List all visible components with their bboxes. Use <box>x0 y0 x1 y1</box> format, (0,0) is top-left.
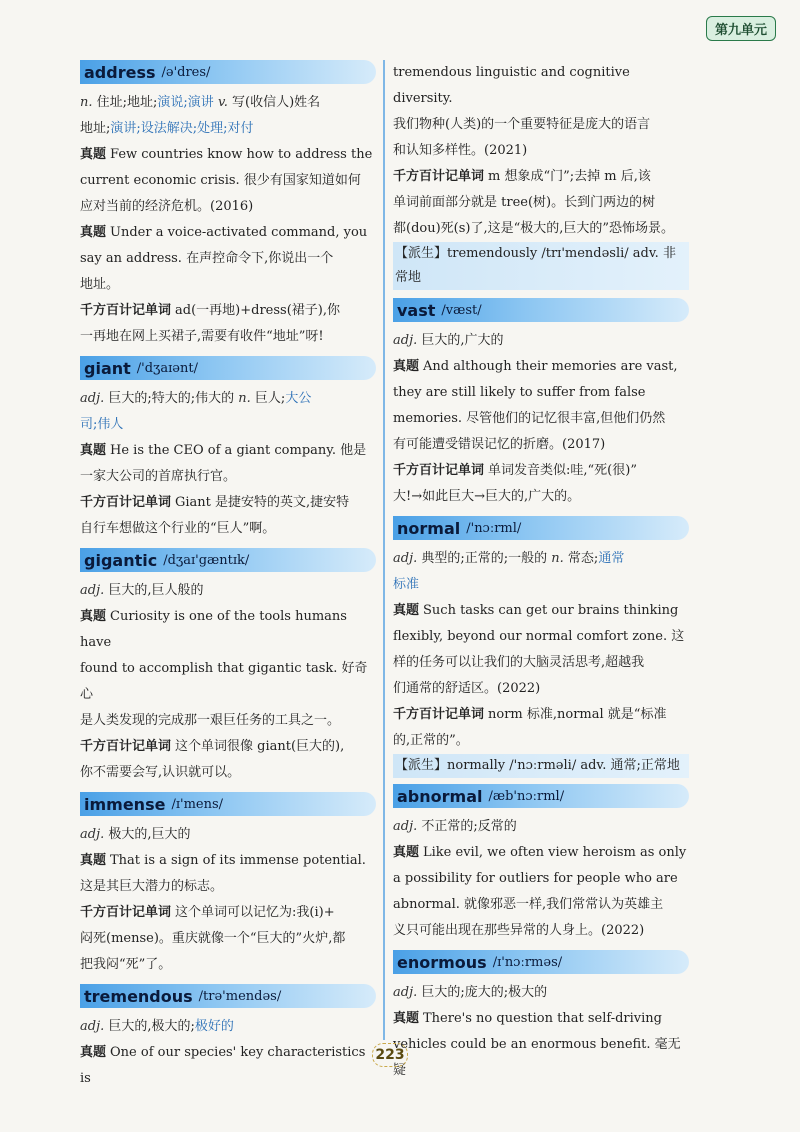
section-label: 真题 <box>80 609 107 624</box>
example-line <box>80 708 376 734</box>
line-text: vehicles could be an enormous benefit. 毫无疑 <box>393 1037 681 1078</box>
memory-tip-line <box>80 516 376 542</box>
right-top-continuation <box>393 60 689 242</box>
phonetic: /ɪ'mens/ <box>171 796 224 812</box>
phonetic: /trə'mendəs/ <box>198 988 282 1004</box>
headword: enormous <box>397 952 487 972</box>
example-line <box>80 168 376 194</box>
memory-tip-line <box>80 324 376 350</box>
memory-tip-line <box>80 298 376 324</box>
vocab-entry <box>80 60 376 350</box>
definition-line <box>393 980 689 1006</box>
headword: vast <box>397 300 436 320</box>
vocab-entry <box>393 950 689 1084</box>
section-label: 千方百计记单词 <box>393 463 485 478</box>
line-text: 应对当前的经济危机。(2016) <box>80 199 254 214</box>
line-text: 单词前面部分就是 tree(树)。长到门两边的树 <box>393 195 656 210</box>
line-text: 把我闷“死”了。 <box>80 957 172 972</box>
section-label: 真题 <box>393 603 420 618</box>
memory-tip-line <box>393 458 689 484</box>
line-text: 一家大公司的首席执行官。 <box>80 469 237 484</box>
part-of-speech: n. <box>551 551 568 566</box>
line-text: 这个单词很像 giant(巨大的), <box>175 739 345 754</box>
memory-tip-line <box>393 164 689 190</box>
example-line <box>80 194 376 220</box>
line-text: 写(收信人)姓名 <box>232 95 321 110</box>
page-number: 223 <box>372 1043 408 1067</box>
extended-meaning: 司;伟人 <box>80 417 124 432</box>
column-divider <box>383 60 385 1040</box>
example-line <box>393 650 689 676</box>
definition-line <box>80 116 376 142</box>
example-line <box>393 840 689 866</box>
word-header <box>393 298 689 322</box>
example-line <box>80 1040 376 1092</box>
part-of-speech: adj. <box>393 551 422 566</box>
line-text: abnormal. 就像邪恶一样,我们常常认为英雄主 <box>393 897 664 912</box>
word-header <box>393 950 689 974</box>
line-text: norm 标准,normal 就是“标准 <box>488 707 667 722</box>
phonetic: /æb'nɔːrml/ <box>488 788 565 804</box>
line-text: Under a voice-activated command, you <box>110 225 368 240</box>
part-of-speech: adj. <box>393 333 422 348</box>
line-text: 地址。 <box>80 277 120 292</box>
example-line <box>80 246 376 272</box>
definition-line <box>393 328 689 354</box>
definition-line <box>80 386 376 412</box>
memory-tip-line <box>80 952 376 978</box>
line-text: m 想象成“门”;去掉 m 后,该 <box>488 169 651 184</box>
section-label: 千方百计记单词 <box>393 707 485 722</box>
right-column <box>393 60 689 1090</box>
line-text: There's no question that self-driving <box>423 1011 662 1026</box>
part-of-speech: adj. <box>80 583 109 598</box>
line-text: 巨大的,巨人般的 <box>108 583 204 598</box>
extended-meaning: 演讲;设法解决;处理;对付 <box>110 121 254 136</box>
example-line <box>393 60 689 112</box>
headword: gigantic <box>84 550 158 570</box>
example-line <box>393 892 689 918</box>
headword: giant <box>84 358 131 378</box>
section-label: 真题 <box>80 225 107 240</box>
line-text: 巨大的,极大的; <box>108 1019 195 1034</box>
section-label: 真题 <box>393 845 420 860</box>
line-text: ad(一再地)+dress(裙子),你 <box>175 303 340 318</box>
memory-tip-line <box>80 900 376 926</box>
definition-line <box>80 822 376 848</box>
word-header <box>393 516 689 540</box>
line-text: a possibility for outliers for people who are <box>393 871 678 886</box>
example-line <box>393 1006 689 1032</box>
line-text: 你不需要会写,认识就可以。 <box>80 765 241 780</box>
example-line <box>393 918 689 944</box>
line-text: 巨大的;特大的;伟大的 <box>108 391 239 406</box>
example-line <box>80 464 376 490</box>
line-text: 巨大的;庞大的;极大的 <box>421 985 548 1000</box>
extended-meaning: 大公 <box>285 391 312 406</box>
definition-line <box>80 578 376 604</box>
word-header <box>80 984 376 1008</box>
line-text: 义只可能出现在那些异常的人身上。(2022) <box>393 923 645 938</box>
definition-line <box>393 572 689 598</box>
memory-tip-line <box>393 702 689 728</box>
memory-tip-line <box>80 490 376 516</box>
line-text: 常态; <box>567 551 599 566</box>
section-label: 真题 <box>80 147 107 162</box>
memory-tip-line <box>80 760 376 786</box>
extended-meaning: 演说;演讲 <box>157 95 214 110</box>
vocab-entry <box>393 784 689 944</box>
phonetic: /ɪ'nɔːrməs/ <box>492 954 563 970</box>
headword: tremendous <box>84 986 193 1006</box>
part-of-speech: adj. <box>393 819 422 834</box>
derivative-line <box>393 754 689 778</box>
section-label: 真题 <box>80 443 107 458</box>
example-line <box>80 438 376 464</box>
line-text: 和认知多样性。(2021) <box>393 143 528 158</box>
word-header <box>80 548 376 572</box>
example-line <box>80 848 376 874</box>
line-text: 住址;地址; <box>96 95 158 110</box>
line-text: 典型的;正常的;一般的 <box>421 551 552 566</box>
example-line <box>393 676 689 702</box>
example-line <box>393 866 689 892</box>
section-label: 千方百计记单词 <box>80 495 172 510</box>
phonetic: /'nɔːrml/ <box>466 520 522 536</box>
section-label: 真题 <box>393 359 420 374</box>
example-line <box>80 272 376 298</box>
headword: immense <box>84 794 166 814</box>
left-column <box>80 60 376 1098</box>
vocab-entry <box>80 356 376 542</box>
line-text: 一再地在网上买裙子,需要有收件“地址”呀! <box>80 329 324 344</box>
extended-meaning: 标准 <box>393 577 420 592</box>
memory-tip-line <box>393 190 689 216</box>
word-header <box>80 60 376 84</box>
line-text: 闷死(mense)。重庆就像一个“巨大的”火炉,都 <box>80 931 346 946</box>
line-text: 我们物种(人类)的一个重要特征是庞大的语言 <box>393 117 651 132</box>
line-text: 【派生】normally /'nɔːrməli/ adv. 通常;正常地 <box>395 758 680 773</box>
example-line <box>393 112 689 138</box>
word-header <box>393 784 689 808</box>
vocab-entry <box>393 298 689 510</box>
derivative-note: 【派生】tremendously /trɪ'mendəsli/ adv. 非 常地 <box>393 242 689 290</box>
vocab-entry <box>393 516 689 778</box>
part-of-speech: adj. <box>393 985 422 1000</box>
line-text: 的,正常的”。 <box>393 733 469 748</box>
headword: normal <box>397 518 461 538</box>
memory-tip-line <box>80 926 376 952</box>
example-line <box>393 138 689 164</box>
part-of-speech: adj. <box>80 391 109 406</box>
example-line <box>393 1032 689 1084</box>
vocab-entry <box>80 984 376 1092</box>
line-text: Curiosity is one of the tools humans have <box>80 609 347 650</box>
line-text: current economic crisis. 很少有国家知道如何 <box>80 173 361 188</box>
part-of-speech: v. <box>217 95 233 110</box>
line-text: He is the CEO of a giant company. 他是 <box>110 443 367 458</box>
line-text: tremendous linguistic and cognitive diversity. <box>393 65 630 106</box>
section-label: 千方百计记单词 <box>80 739 172 754</box>
extended-meaning: 通常 <box>598 551 625 566</box>
memory-tip-line <box>393 728 689 754</box>
word-header <box>80 792 376 816</box>
line-text: 这个单词可以记忆为:我(i)+ <box>175 905 335 920</box>
headword: address <box>84 62 156 82</box>
example-line <box>393 598 689 624</box>
extended-meaning: 极好的 <box>194 1019 234 1034</box>
line-text: 极大的,巨大的 <box>108 827 191 842</box>
memory-tip-line <box>80 734 376 760</box>
line-text: 巨大的,广大的 <box>421 333 504 348</box>
phonetic: /'dʒaɪənt/ <box>136 360 198 376</box>
line-text: And although their memories are vast, <box>423 359 678 374</box>
part-of-speech: adj. <box>80 827 109 842</box>
example-line <box>393 624 689 650</box>
definition-line <box>393 814 689 840</box>
definition-line <box>80 1014 376 1040</box>
line-text: Few countries know how to address the <box>110 147 373 162</box>
line-text: 自行车想做这个行业的“巨人”啊。 <box>80 521 276 536</box>
part-of-speech: n. <box>80 95 97 110</box>
line-text: 不正常的;反常的 <box>421 819 517 834</box>
definition-line <box>393 546 689 572</box>
section-label: 真题 <box>393 1011 420 1026</box>
example-line <box>393 354 689 380</box>
line-text: 是人类发现的完成那一艰巨任务的工具之一。 <box>80 713 341 728</box>
line-text: Giant 是捷安特的英文,捷安特 <box>175 495 350 510</box>
line-text: 们通常的舒适区。(2022) <box>393 681 541 696</box>
line-text: 大!→如此巨大→巨大的,广大的。 <box>393 489 581 504</box>
example-line <box>393 432 689 458</box>
line-text: Such tasks can get our brains thinking <box>423 603 679 618</box>
unit-tab: 第九单元 <box>706 16 776 41</box>
example-line <box>80 142 376 168</box>
line-text: 这是其巨大潜力的标志。 <box>80 879 224 894</box>
line-text: 单词发音类似:哇,“死(很)” <box>488 463 637 478</box>
phonetic: /dʒaɪ'gæntɪk/ <box>163 552 250 568</box>
example-line <box>80 874 376 900</box>
part-of-speech: adj. <box>80 1019 109 1034</box>
definition-line <box>80 90 376 116</box>
line-text: say an address. 在声控命令下,你说出一个 <box>80 251 334 266</box>
section-label: 千方百计记单词 <box>80 905 172 920</box>
memory-tip-line <box>393 216 689 242</box>
example-line <box>393 380 689 406</box>
line-text: That is a sign of its immense potential. <box>110 853 366 868</box>
part-of-speech: n. <box>238 391 255 406</box>
line-text: found to accomplish that gigantic task. 好奇心 <box>80 661 368 702</box>
line-text: 有可能遭受错误记忆的折磨。(2017) <box>393 437 606 452</box>
line-text: 都(dou)死(s)了,这是“极大的,巨大的”恐怖场景。 <box>393 221 675 236</box>
memory-tip-line <box>393 484 689 510</box>
vocab-entry <box>80 792 376 978</box>
section-label: 真题 <box>80 853 107 868</box>
example-line <box>393 406 689 432</box>
phonetic: /ə'dres/ <box>161 64 211 80</box>
section-label: 千方百计记单词 <box>80 303 172 318</box>
definition-line <box>80 412 376 438</box>
line-text: they are still likely to suffer from false <box>393 385 646 400</box>
line-text: 地址; <box>80 121 111 136</box>
example-line <box>80 656 376 708</box>
line-text: flexibly, beyond our normal comfort zone. 这 <box>393 629 685 644</box>
vocab-entry <box>80 548 376 786</box>
phonetic: /væst/ <box>441 302 482 318</box>
word-header <box>80 356 376 380</box>
line-text: memories. 尽管他们的记忆很丰富,但他们仍然 <box>393 411 666 426</box>
line-text: 样的任务可以让我们的大脑灵活思考,超越我 <box>393 655 645 670</box>
example-line <box>80 220 376 246</box>
example-line <box>80 604 376 656</box>
headword: abnormal <box>397 786 483 806</box>
line-text: One of our species' key characteristics is <box>80 1045 366 1086</box>
section-label: 千方百计记单词 <box>393 169 485 184</box>
line-text: 巨人; <box>254 391 286 406</box>
section-label: 真题 <box>80 1045 107 1060</box>
line-text: Like evil, we often view heroism as only <box>423 845 687 860</box>
